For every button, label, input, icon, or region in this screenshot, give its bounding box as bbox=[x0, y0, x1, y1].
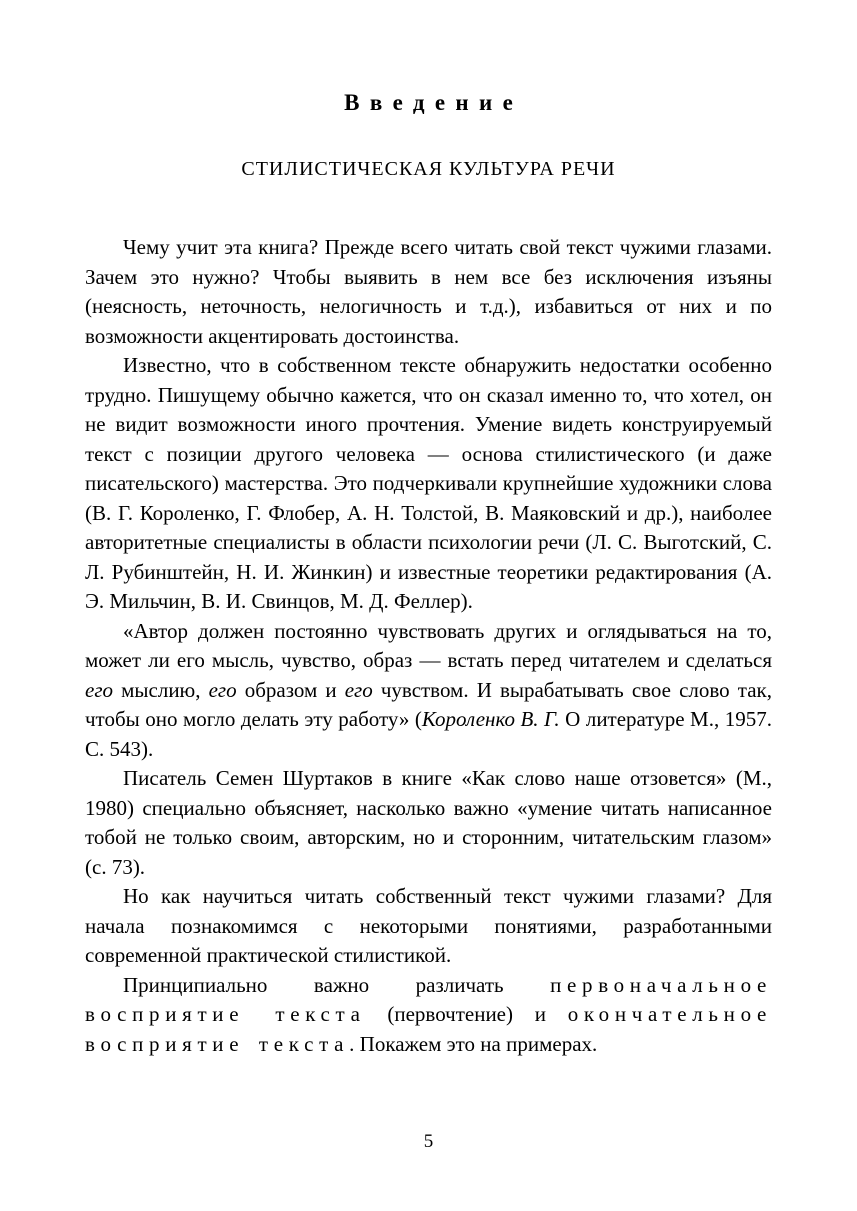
paragraph-6 bbox=[85, 971, 772, 1060]
citation-author: Короленко В. Г. bbox=[421, 707, 560, 731]
chapter-title: Введение bbox=[344, 90, 524, 115]
paragraph-3 bbox=[85, 617, 772, 765]
text-segment: мыслию, bbox=[113, 677, 209, 702]
section-title: СТИЛИСТИЧЕСКАЯ КУЛЬТУРА РЕЧИ bbox=[241, 158, 616, 180]
text-segment: . Покажем это на примерах. bbox=[349, 1031, 598, 1056]
body-text bbox=[85, 233, 772, 1059]
text-segment-spaced: первоначальное восприятие текста bbox=[85, 972, 772, 1026]
text-segment-italic: его bbox=[208, 677, 237, 702]
text-segment-italic: его bbox=[344, 677, 373, 702]
text-segment: (первочтение) и bbox=[365, 1002, 568, 1026]
text-segment: образом и bbox=[236, 677, 345, 702]
paragraph-2: Известно, что в собственном тексте обнаружить недостатки особенно трудно. Пишущему обычно кажется, что он сказал именно то, что хотел, он не видит возможности иного прочтения. Умение видеть конструируемый текст с позиции другого человека — основа стилистического (и даже писательского) мастерства. Это подчеркивали крупнейшие художники слова (В. Г. Короленко, Г. Флобер, А. Н. Толстой, В. Маяковский и др.), наиболее авторитетные специалисты в области психологии речи (Л. С. Выготский, С. Л. Рубинштейн, Н. И. Жинкин) и известные теоретики редактирования (А. Э. Мильчин, В. И. Свинцов, М. Д. Феллер). bbox=[85, 353, 772, 613]
page-number: 5 bbox=[423, 1131, 434, 1152]
text-segment: Принципиально важно различать bbox=[123, 972, 551, 997]
text-segment-spaced: окончательное восприятие текста bbox=[85, 1002, 772, 1056]
text-segment: «Автор должен постоянно чувствовать других и оглядываться на то, может ли его мысль, чувство, образ — встать перед читателем и сделаться bbox=[85, 618, 772, 672]
text-segment-italic: его bbox=[85, 677, 114, 702]
paragraph-1: Чему учит эта книга? Прежде всего читать свой текст чужими глазами. Зачем это нужно? Чтобы выявить в нем все без исключения изъяны (неясность, неточность, нелогичность и т.д.), избавиться от них и по возможности акцентировать достоинства. bbox=[85, 235, 772, 348]
paragraph-5: Но как научиться читать собственный текст чужими глазами? Для начала познакомимся с некоторыми понятиями, разработанными современной практической стилистикой. bbox=[85, 884, 772, 967]
paragraph-4: Писатель Семен Шуртаков в книге «Как слово наше отзовется» (М., 1980) специально объясняет, насколько важно «умение читать написанное тобой не только своим, авторским, но и сторонним, читательским глазом» (с. 73). bbox=[85, 766, 772, 879]
citation-source: О литературе М., 1957. С. 543). bbox=[85, 707, 772, 761]
text-segment: чувством. И вырабатывать свое слово так, чтобы оно могло делать эту работу» ( bbox=[85, 677, 772, 731]
